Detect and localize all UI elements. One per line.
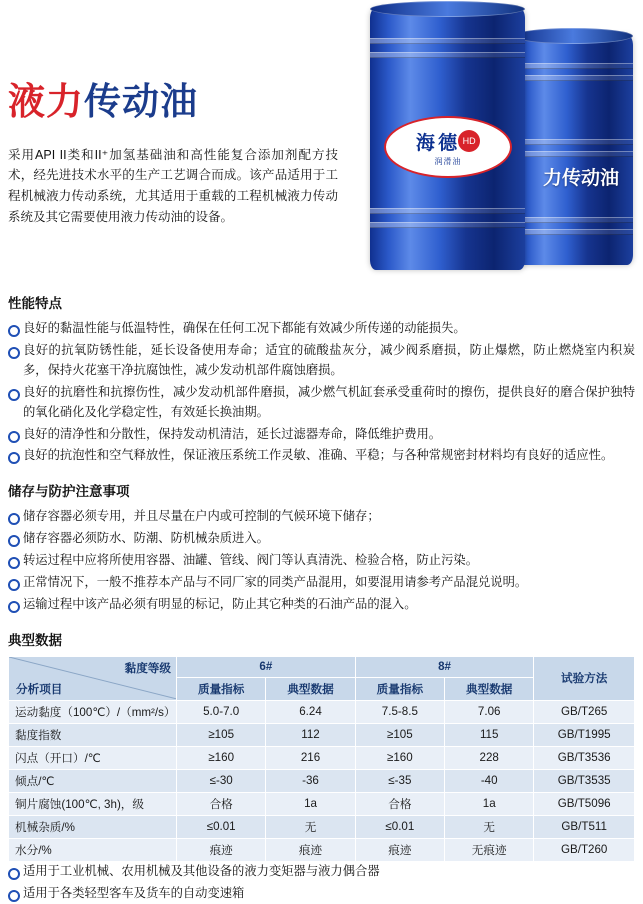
- page-title-secondary: 传动油: [84, 81, 198, 122]
- hero-banner: [0, 0, 643, 278]
- typical-data-table: [8, 656, 635, 862]
- cell: 1a: [266, 792, 355, 815]
- storage-list: [8, 507, 635, 615]
- hero-text-block: [8, 82, 338, 227]
- cell: 115: [445, 723, 534, 746]
- cell-method: GB/T3536: [534, 746, 635, 769]
- table-row: [9, 723, 635, 746]
- cell: 7.5-8.5: [355, 700, 444, 723]
- cell: ≥160: [177, 746, 266, 769]
- cell-method: GB/T3535: [534, 769, 635, 792]
- page-title: [8, 82, 338, 123]
- cell: ≤0.01: [355, 815, 444, 838]
- cell: 5.0-7.0: [177, 700, 266, 723]
- cell: ≤-30: [177, 769, 266, 792]
- cell: 112: [266, 723, 355, 746]
- table-row: [9, 838, 635, 861]
- table-row: [9, 769, 635, 792]
- table-body: [9, 700, 635, 861]
- table-row: [9, 746, 635, 769]
- cell-method: GB/T260: [534, 838, 635, 861]
- cell: 216: [266, 746, 355, 769]
- table-corner-cell: [9, 656, 177, 700]
- cell: 1a: [445, 792, 534, 815]
- list-item: 良好的黏温性能与低温特性，确保在任何工况下都能有效减少所传递的动能损失。: [8, 319, 635, 339]
- cell: 合格: [355, 792, 444, 815]
- cell: ≥105: [177, 723, 266, 746]
- row-label: 倾点/℃: [9, 769, 177, 792]
- corner-label-viscosity-grade: 黏度等级: [124, 661, 171, 675]
- cell: 无: [445, 815, 534, 838]
- barrel-back-top: [513, 28, 633, 44]
- cell: 合格: [177, 792, 266, 815]
- section-heading-storage: 储存与防护注意事项: [8, 484, 130, 500]
- table-group-6: 6#: [177, 656, 356, 677]
- cell: 7.06: [445, 700, 534, 723]
- content-area: [0, 292, 643, 904]
- list-item: 储存容器必须专用，并且尽量在户内或可控制的气候环境下储存；: [8, 507, 635, 527]
- table-subheader: 典型数据: [445, 677, 534, 700]
- table-row: [9, 815, 635, 838]
- cell: ≥105: [355, 723, 444, 746]
- list-item: 储存容器必须防水、防潮、防机械杂质进入。: [8, 529, 635, 549]
- product-barrels-illustration: [313, 0, 643, 278]
- list-item: 良好的抗泡性和空气释放性，保证液压系统工作灵敏、准确、平稳；与各种常规密封材料均有良好的适应性。: [8, 446, 635, 466]
- cell: 痕迹: [177, 838, 266, 861]
- barrel-front: [370, 8, 525, 270]
- features-list: [8, 319, 635, 466]
- list-item: 正常情况下，一般不推荐本产品与不同厂家的同类产品混用，如要混用请参考产品混兑说明。: [8, 573, 635, 593]
- corner-label-analysis-item: 分析项目: [16, 682, 63, 696]
- row-label: 铜片腐蚀(100℃, 3h)，级: [9, 792, 177, 815]
- list-item: 适用于工业机械、农用机械及其他设备的液力变矩器与液力偶合器: [8, 862, 635, 882]
- list-item: 适用于各类轻型客车及货车的自动变速箱: [8, 884, 635, 904]
- row-label: 机械杂质/%: [9, 815, 177, 838]
- cell: 228: [445, 746, 534, 769]
- row-label: 水分/%: [9, 838, 177, 861]
- brand-subtitle: 润滑油: [434, 156, 462, 166]
- cell: 痕迹: [355, 838, 444, 861]
- cell-method: GB/T265: [534, 700, 635, 723]
- list-item: 转运过程中应将所使用容器、油罐、管线、阀门等认真清洗、检验合格，防止污染。: [8, 551, 635, 571]
- table-subheader: 典型数据: [266, 677, 355, 700]
- table-subheader: 质量指标: [177, 677, 266, 700]
- barrel-front-top: [370, 1, 525, 17]
- barrel-back: [513, 35, 633, 265]
- row-label: 闪点（开口）/℃: [9, 746, 177, 769]
- product-intro-text: 采用API II类和II⁺加氢基础油和高性能复合添加剂配方技术，经先进技术水平的生产工艺调合而成。该产品适用于工程机械液力传动系统，尤其适用于重载的工程机械液力传动系统及其它需要使用液力传动油的设备。: [8, 147, 338, 224]
- cell: ≤0.01: [177, 815, 266, 838]
- list-item: 良好的抗氧防锈性能，延长设备使用寿命；适宜的硫酸盐灰分，减少阀系磨损，防止爆燃，防止燃烧室内积炭多，保持火花塞干净抗腐蚀性，减少发动机部件腐蚀磨损。: [8, 341, 635, 381]
- cell-method: GB/T511: [534, 815, 635, 838]
- cell: -36: [266, 769, 355, 792]
- cell: 无痕迹: [445, 838, 534, 861]
- table-subheader: 质量指标: [355, 677, 444, 700]
- brand-logo-icon: HD: [458, 130, 480, 152]
- barrel-side-text: 力传动油: [542, 168, 619, 189]
- cell: -40: [445, 769, 534, 792]
- application-list: [8, 862, 635, 904]
- table-row: [9, 792, 635, 815]
- table-row: [9, 700, 635, 723]
- brand-name: 海 德: [415, 132, 457, 154]
- list-item: 运输过程中该产品必须有明显的标记，防止其它种类的石油产品的混入。: [8, 595, 635, 615]
- brand-label: [384, 116, 512, 178]
- cell: 痕迹: [266, 838, 355, 861]
- list-item: 良好的清净性和分散性，保持发动机清洁，延长过滤器寿命，降低维护费用。: [8, 425, 635, 445]
- row-label: 运动黏度（100℃）/（mm²/s）: [9, 700, 177, 723]
- list-item: 良好的抗磨性和抗擦伤性，减少发动机部件磨损，减少燃气机缸套承受重荷时的擦伤，提供良好的磨合保护独特的氧化硝化及化学稳定性，有效延长换油期。: [8, 383, 635, 423]
- cell: ≤-35: [355, 769, 444, 792]
- table-header-method: 试验方法: [534, 656, 635, 700]
- page-title-primary: 液力: [8, 81, 84, 122]
- cell-method: GB/T5096: [534, 792, 635, 815]
- cell: 无: [266, 815, 355, 838]
- cell-method: GB/T1995: [534, 723, 635, 746]
- section-heading-features: 性能特点: [8, 296, 62, 311]
- cell: 6.24: [266, 700, 355, 723]
- table-group-8: 8#: [355, 656, 534, 677]
- table-header-row-groups: [9, 656, 635, 677]
- section-heading-typical-data: 典型数据: [8, 632, 62, 648]
- cell: ≥160: [355, 746, 444, 769]
- row-label: 黏度指数: [9, 723, 177, 746]
